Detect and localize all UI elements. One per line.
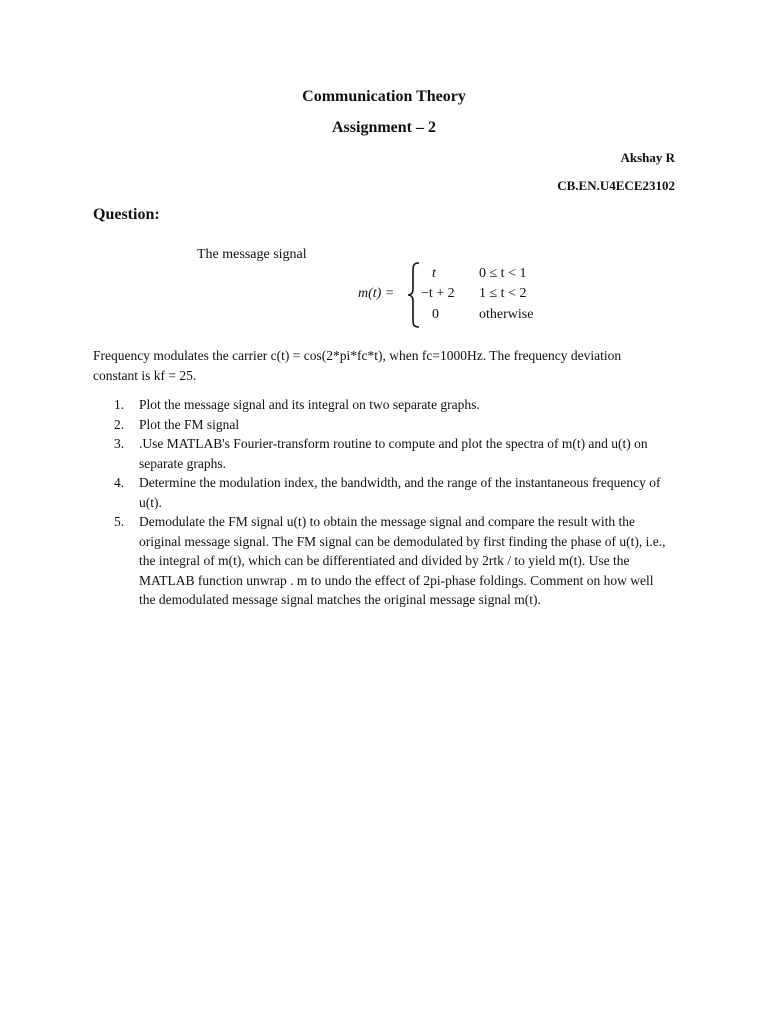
task-text: Determine the modulation index, the bandwidth, and the range of the instantaneous frequency of u(t).: [139, 475, 661, 510]
assignment-subtitle: Assignment – 2: [331, 119, 436, 136]
roll-number: CB.EN.U4ECE23102: [557, 178, 675, 193]
task-item: [93, 434, 668, 473]
problem-description: Frequency modulates the carrier c(t) = cos(2*pi*fc*t), when fc=1000Hz. The frequency deviation constant is kf = 25.: [93, 348, 622, 383]
case-3-condition: otherwise: [479, 307, 534, 322]
left-brace-icon: [406, 262, 422, 328]
case-2-expression: −t + 2: [421, 286, 455, 301]
task-item: [93, 512, 668, 610]
message-signal-formula: [190, 242, 560, 332]
document-title: Communication Theory: [302, 88, 466, 105]
formula-lhs: [358, 285, 394, 303]
task-number: 2.: [114, 416, 125, 432]
task-text: Plot the FM signal: [139, 416, 240, 432]
case-3-expression: 0: [432, 307, 439, 322]
task-text: .Use MATLAB's Fourier-transform routine to compute and plot the spectra of m(t) and u(t) on separate graphs.: [139, 436, 648, 471]
task-item: [93, 395, 668, 415]
case-2-condition: 1 ≤ t < 2: [479, 286, 527, 301]
task-text: Plot the message signal and its integral on two separate graphs.: [139, 397, 480, 412]
case-1-condition: 0 ≤ t < 1: [479, 266, 527, 281]
task-number: 1.: [114, 397, 125, 412]
task-number: 5.: [114, 514, 125, 529]
task-list: [93, 395, 668, 610]
author-name: Akshay R: [620, 150, 675, 165]
task-number: 4.: [114, 475, 125, 490]
task-number: 3.: [114, 436, 125, 451]
task-item: [93, 415, 668, 435]
formula-lhs-text: m(t) =: [358, 286, 395, 301]
case-1-expression: [432, 265, 436, 283]
question-heading: Question:: [93, 206, 160, 223]
task-text: Demodulate the FM signal u(t) to obtain the message signal and compare the result with the original message signal. The FM signal can be demodulated by first finding the phase of u(t), i.e., the integral of m(t), which can be differentiated and divided by 2rtk / to yield m(t). Use the MATLAB function unwrap . m to undo the effect of 2pi-phase foldings. Comment on how well the demodulated message signal matches the original message signal m(t).: [139, 514, 666, 607]
formula-caption: The message signal: [197, 247, 307, 262]
task-item: [93, 473, 668, 512]
case-1-expression-text: t: [432, 266, 436, 281]
